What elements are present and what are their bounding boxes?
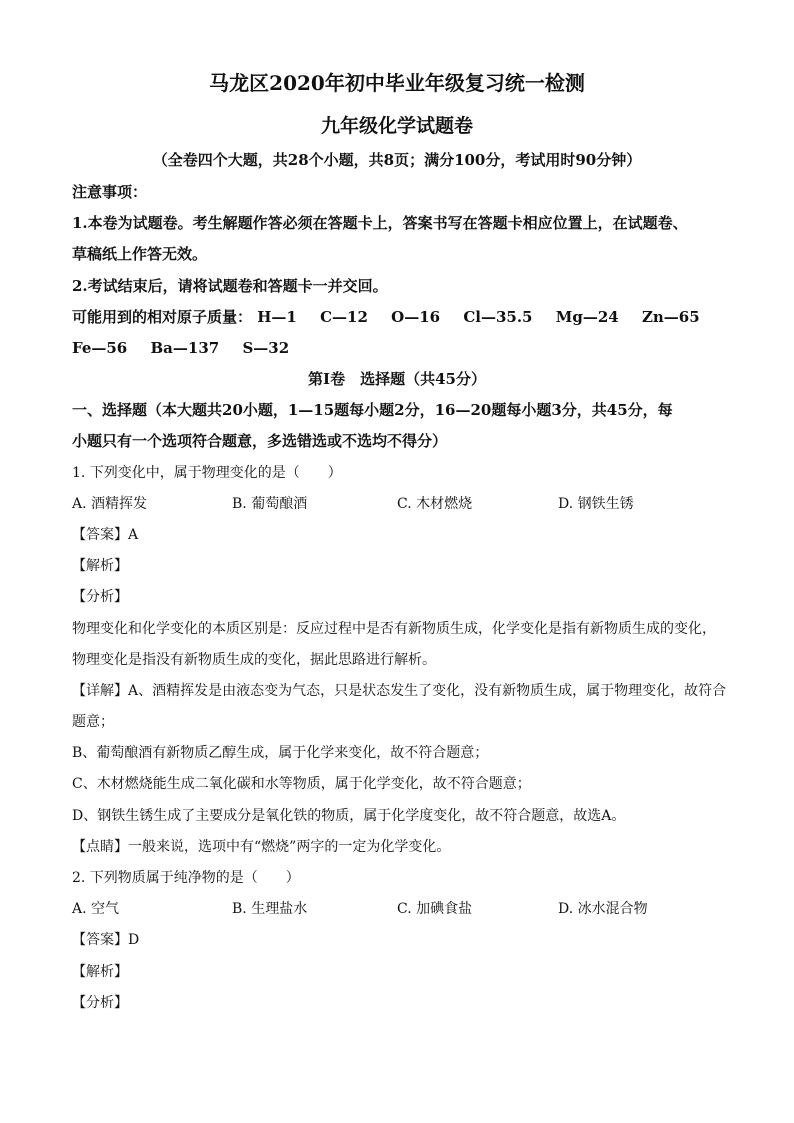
notice-item-2: 2.考试结束后，请将试题卷和答题卡一并交回。 [72, 277, 388, 295]
section-intro: 一、选择题（本大题共20小题，1—15题每小题2分，16—20题每小题3分，共45分，每 [72, 401, 673, 419]
exam-title: 马龙区2020年初中毕业年级复习统一检测 [209, 71, 585, 95]
atomic-mass: Ba—137 [150, 339, 220, 357]
exam-subtitle: 九年级化学试题卷 [320, 115, 473, 137]
q1-fenxi-label: 【分析】 [72, 589, 128, 605]
q2-option-c: C. 加碘食盐 [397, 901, 473, 917]
q2-option-a: A. 空气 [72, 901, 120, 917]
q1-option-c: C. 木材燃烧 [397, 496, 473, 512]
atomic-mass: Mg—24 [555, 308, 619, 326]
q1-analysis: 物理变化和化学变化的本质区别是：反应过程中是否有新物质生成，化学变化是指有新物质生成的变化， [72, 621, 716, 637]
q1-option-a: A. 酒精挥发 [72, 496, 148, 512]
notice-heading: 注意事项： [72, 183, 148, 201]
atomic-mass: C—12 [320, 308, 368, 326]
q1-jiexi-label: 【解析】 [72, 558, 128, 574]
atomic-masses-line-2 [72, 338, 307, 358]
section-intro-cont: 小题只有一个选项符合题意，多选错选或不选均不得分） [72, 432, 448, 450]
q1-stem: 1. 下列变化中，属于物理变化的是（ ） [72, 465, 342, 481]
atomic-mass: H—1 [257, 308, 297, 326]
q2-jiexi-label: 【解析】 [72, 964, 128, 980]
q1-detail: 【详解】A、酒精挥发是由液态变为气态，只是状态发生了变化，没有新物质生成，属于物理变化，故符合 [72, 683, 727, 699]
atomic-mass: Zn—65 [641, 308, 700, 326]
q1-detail-c: C、木材燃烧能生成二氧化碳和水等物质，属于化学变化，故不符合题意； [72, 776, 531, 792]
atomic-masses-line-1 [72, 307, 718, 327]
q2-answer: 【答案】D [72, 932, 140, 948]
atomic-masses-label: 可能用到的相对原子质量： [72, 308, 253, 326]
section-title: 第Ⅰ卷 选择题（共45分） [308, 370, 486, 388]
q2-fenxi-label: 【分析】 [72, 995, 128, 1011]
notice-item-1-cont: 草稿纸上作答无效。 [72, 245, 208, 263]
q1-detail-b: B、葡萄酿酒有新物质乙醇生成，属于化学来变化，故不符合题意； [72, 745, 489, 761]
exam-info: （全卷四个大题，共28个小题，共8页；满分100分，考试用时90分钟） [152, 151, 642, 169]
q1-detail-d: D、钢铁生锈生成了主要成分是氧化铁的物质，属于化学度变化，故不符合题意，故选A。 [72, 808, 626, 824]
atomic-mass: Cl—35.5 [463, 308, 533, 326]
q2-option-b: B. 生理盐水 [232, 901, 308, 917]
q1-option-d: D. 钢铁生锈 [558, 496, 634, 512]
atomic-mass: O—16 [391, 308, 441, 326]
q2-option-d: D. 冰水混合物 [558, 901, 648, 917]
atomic-mass: S—32 [242, 339, 290, 357]
q1-option-b: B. 葡萄酿酒 [232, 496, 308, 512]
q1-analysis-cont: 物理变化是指没有新物质生成的变化，据此思路进行解析。 [72, 652, 436, 668]
q1-detail-cont: 题意； [72, 714, 114, 730]
atomic-mass: Fe—56 [72, 339, 128, 357]
q1-comment: 【点睛】一般来说，选项中有“燃烧”两字的一定为化学变化。 [72, 839, 451, 855]
q1-answer: 【答案】A [72, 527, 139, 543]
q2-stem: 2. 下列物质属于纯净物的是（ ） [72, 870, 300, 886]
notice-item-1: 1.本卷为试题卷。考生解题作答必须在答题卡上，答案书写在答题卡相应位置上，在试题卷、 [72, 214, 688, 232]
